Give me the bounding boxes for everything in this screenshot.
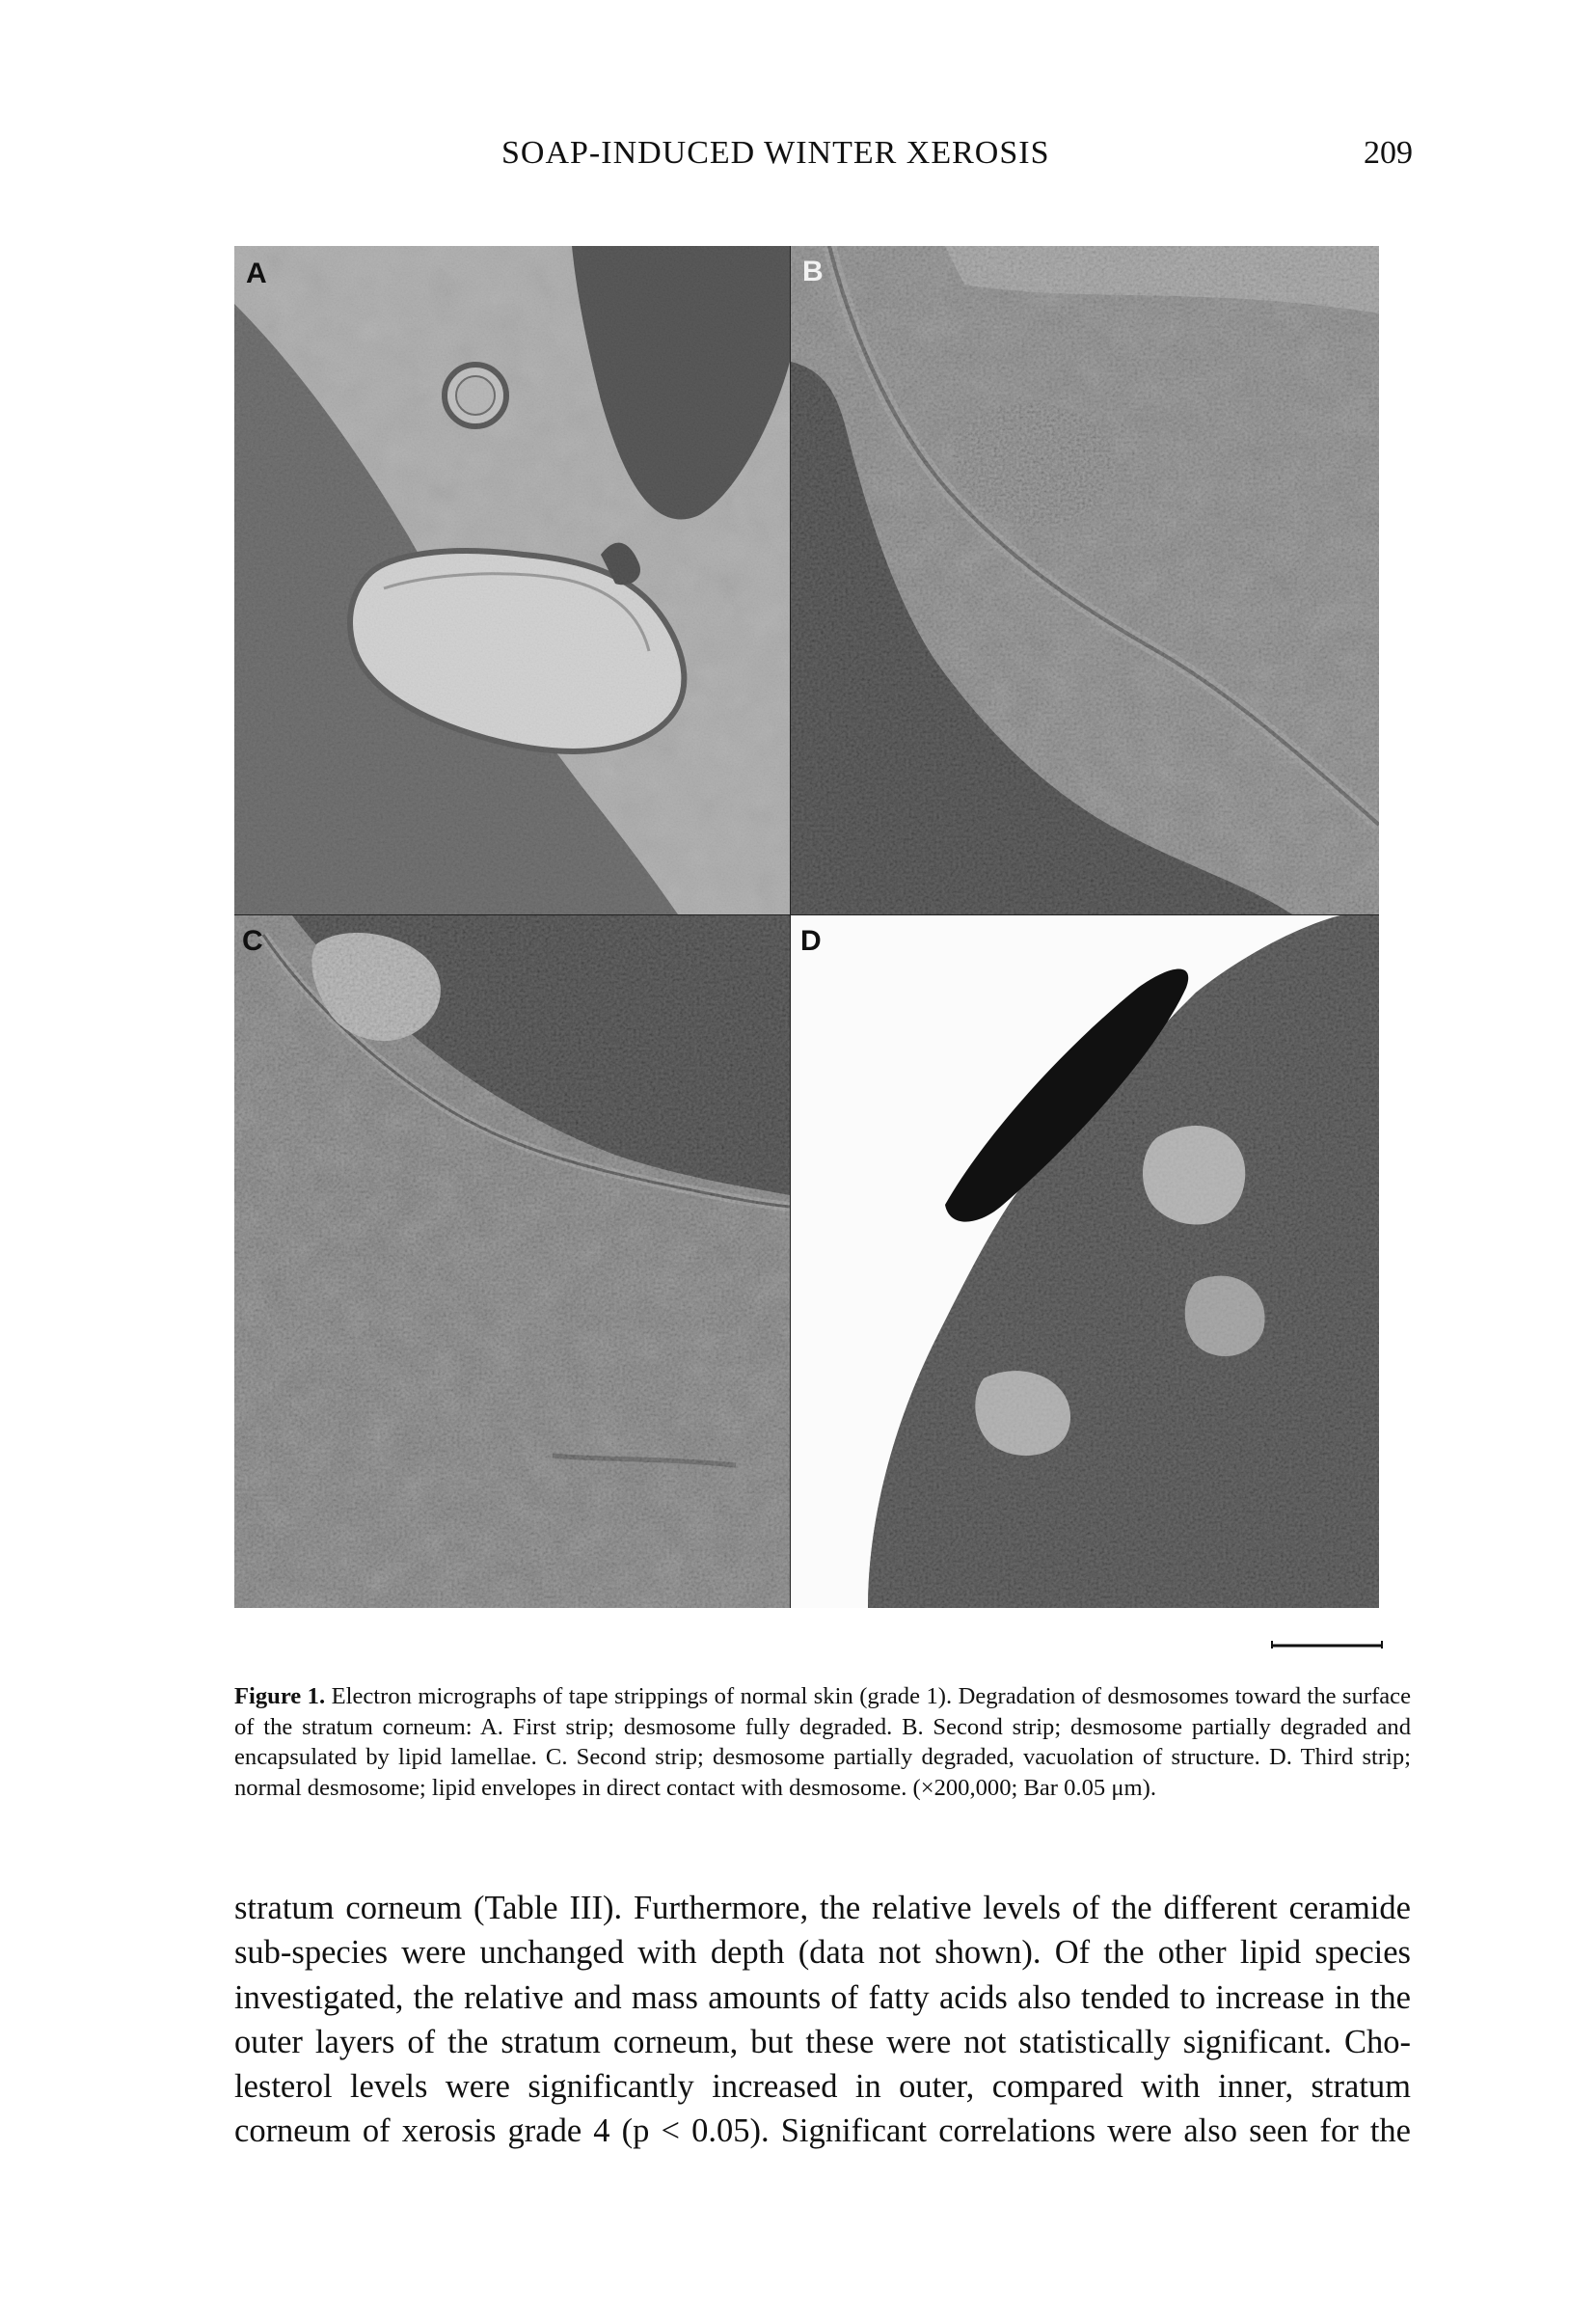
panel-c-micrograph — [234, 915, 790, 1608]
body-line: stratum corneum (Table III). Furthermore, the relative levels of the different ceramide — [234, 1890, 1411, 1926]
panel-a-micrograph — [234, 246, 790, 914]
panel-d-micrograph — [791, 915, 1379, 1608]
panel-b-micrograph — [791, 246, 1379, 914]
panel-letter-b: B — [802, 256, 824, 287]
body-line: corneum of xerosis grade 4 (p < 0.05). Significant correlations were also seen for the — [234, 2112, 1411, 2150]
body-paragraph — [234, 1886, 1411, 2154]
panel-letter-a: A — [246, 258, 267, 289]
body-line: lesterol levels were significantly increased in outer, compared with inner, stratum — [234, 2068, 1411, 2106]
panel-letter-d: D — [800, 925, 822, 957]
page-number: 209 — [1364, 135, 1413, 171]
body-line: investigated, the relative and mass amounts of fatty acids also tended to increase in the — [234, 1978, 1411, 2016]
body-line: outer layers of the stratum corneum, but these were not statistically significant. Cho- — [234, 2023, 1411, 2060]
figure-1-micrographs — [234, 246, 1379, 1608]
body-line: sub-species were unchanged with depth (data not shown). Of the other lipid species — [234, 1934, 1411, 1972]
running-title: SOAP-INDUCED WINTER XEROSIS — [501, 135, 1050, 171]
figure-caption-text: Electron micrographs of tape strippings of normal skin (grade 1). Degradation of desmosomes toward the surface of the stratum corneum: A. First strip; desmosome fully degraded. B. Second strip; desmosome partially degraded and encapsulated by lipid lamellae. C. Second strip; desmosome partially degraded, vacuolation of structure. D. Third strip; normal desmosome; lipid envelopes in direct contact with desmosome. (×200,000; Bar 0.05 μm). — [234, 1683, 1411, 1801]
panel-letter-c: C — [242, 925, 263, 957]
running-head — [0, 135, 1596, 183]
scale-bar — [1271, 1637, 1383, 1650]
figure-caption — [234, 1681, 1411, 1803]
figure-label: Figure 1. — [234, 1683, 326, 1709]
